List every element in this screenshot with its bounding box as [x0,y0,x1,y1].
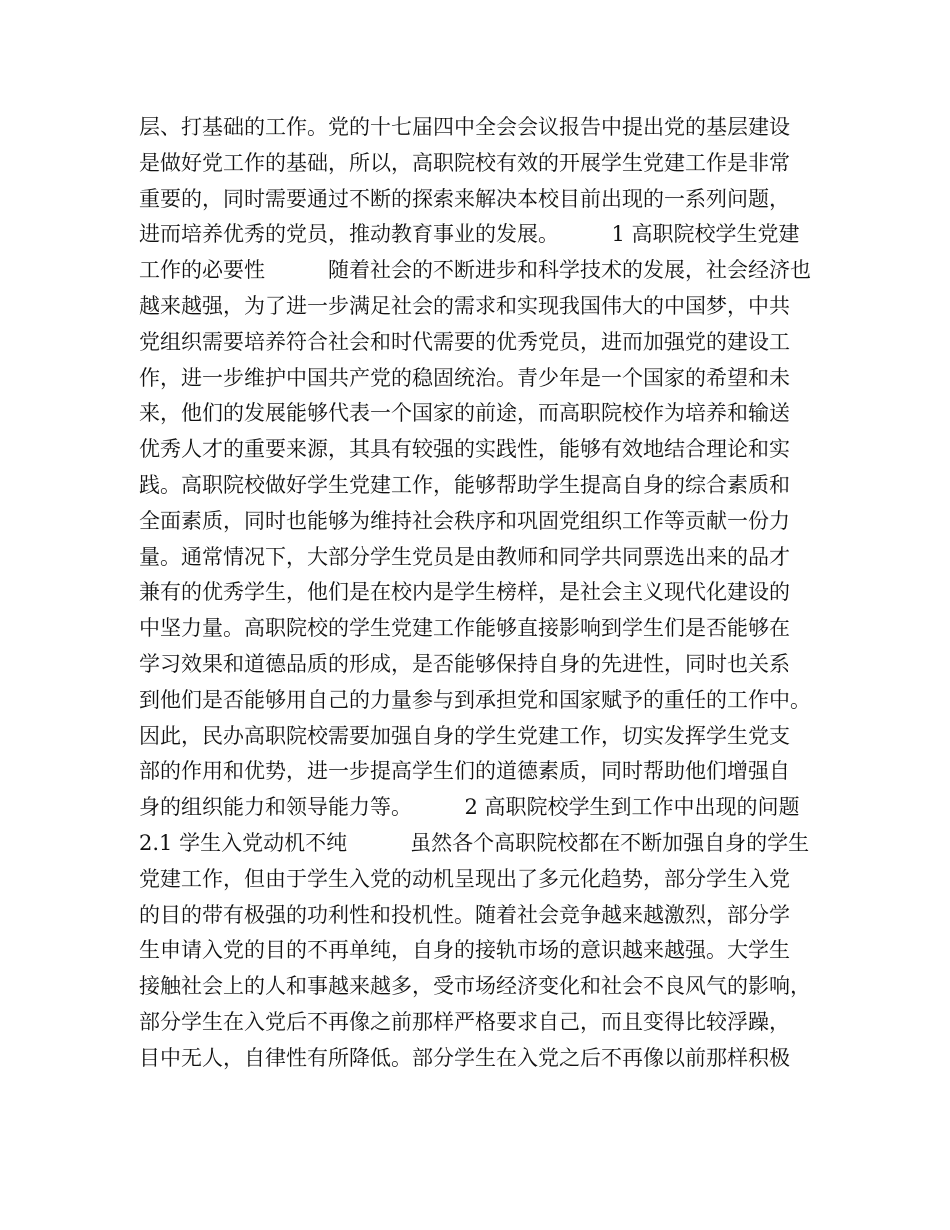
text-line: 因此，民办高职院校需要加强自身的学生党建工作，切实发挥学生党支 [139,723,790,748]
text-line: 党建工作，但由于学生入党的动机呈现出了多元化趋势，部分学生入党 [139,866,790,891]
text-line: 的目的带有极强的功利性和投机性。随着社会竞争越来越激烈，部分学 [139,902,790,927]
text-line: 身的组织能力和领导能力等。 2 高职院校学生到工作中出现的问题 [139,795,800,820]
text-line: 重要的，同时需要通过不断的探索来解决本校目前出现的一系列问题， [139,186,790,211]
text-line: 越来越强，为了进一步满足社会的需求和实现我国伟大的中国梦，中共 [139,293,790,318]
text-line: 优秀人才的重要来源，其具有较强的实践性，能够有效地结合理论和实 [139,437,790,462]
text-line: 部分学生在入党后不再像之前那样严格要求自己，而且变得比较浮躁， [139,1009,790,1034]
text-line: 进而培养优秀的党员，推动教育事业的发展。 1 高职院校学生党建 [139,222,800,247]
text-line: 工作的必要性 随着社会的不断进步和科学技术的发展，社会经济也 [139,258,811,283]
text-line: 中坚力量。高职院校的学生党建工作能够直接影响到学生们是否能够在 [139,616,790,641]
text-line: 兼有的优秀学生，他们是在校内是学生榜样，是社会主义现代化建设的 [139,580,790,605]
text-line: 层、打基础的工作。党的十七届四中全会会议报告中提出党的基层建设 [139,115,790,139]
text-line: 作，进一步维护中国共产党的稳固统治。青少年是一个国家的希望和未 [139,365,790,390]
text-line: 部的作用和优势，进一步提高学生们的道德素质，同时帮助他们增强自 [139,759,790,784]
text-line: 生申请入党的目的不再单纯，自身的接轨市场的意识越来越强。大学生 [139,938,790,963]
text-line: 来，他们的发展能够代表一个国家的前途，而高职院校作为培养和输送 [139,401,790,426]
text-line: 接触社会上的人和事越来越多，受市场经济变化和社会不良风气的影响， [139,974,811,999]
text-line: 到他们是否能够用自己的力量参与到承担党和国家赋予的重任的工作中。 [139,687,811,712]
body-text [139,110,829,1077]
text-line: 是做好党工作的基础，所以，高职院校有效的开展学生党建工作是非常 [139,150,790,175]
text-line: 目中无人，自律性有所降低。部分学生在入党之后不再像以前那样积极 [139,1045,790,1070]
text-line: 党组织需要培养符合社会和时代需要的优秀党员，进而加强党的建设工 [139,329,790,354]
text-line: 2.1 学生入党动机不纯 虽然各个高职院校都在不断加强自身的学生 [139,830,810,855]
text-line: 践。高职院校做好学生党建工作，能够帮助学生提高自身的综合素质和 [139,472,790,497]
text-line: 学习效果和道德品质的形成，是否能够保持自身的先进性，同时也关系 [139,651,790,676]
text-line: 量。通常情况下，大部分学生党员是由教师和同学共同票选出来的品才 [139,544,790,569]
text-line: 全面素质，同时也能够为维持社会秩序和巩固党组织工作等贡献一份力 [139,508,790,533]
